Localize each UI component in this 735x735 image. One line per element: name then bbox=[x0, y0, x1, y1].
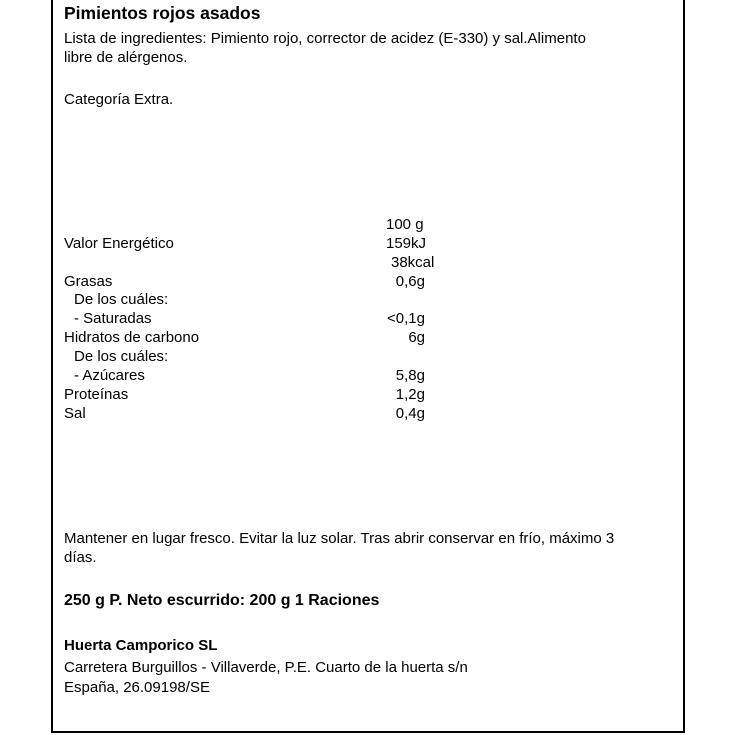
nutrition-value: 38kcal bbox=[391, 254, 435, 271]
ingredients-line-1: Lista de ingredientes: Pimiento rojo, corrector de acidez (E-330) y sal.Alimento bbox=[64, 30, 586, 47]
nutrition-label: Sal bbox=[64, 405, 86, 422]
storage-line-2: días. bbox=[64, 549, 97, 566]
nutrition-value: 0,6g bbox=[395, 273, 425, 290]
nutrition-label: - Saturadas bbox=[74, 310, 152, 327]
nutrition-label: Proteínas bbox=[64, 386, 129, 403]
nutrition-label: De los cuáles: bbox=[74, 348, 169, 365]
nutrition-header: 100 g bbox=[386, 216, 424, 233]
nutrition-value: 0,4g bbox=[395, 405, 425, 422]
company-address: Carretera Burguillos - Villaverde, P.E. Cuarto de la huerta s/n bbox=[64, 659, 468, 676]
nutrition-label: Valor Energético bbox=[64, 235, 174, 252]
nutrition-value: 5,8g bbox=[395, 367, 425, 384]
company-country-reg: España, 26.09198/SE bbox=[64, 679, 210, 696]
nutrition-label: De los cuáles: bbox=[74, 291, 169, 308]
nutrition-value: 6g bbox=[408, 329, 425, 346]
ingredients-line-2: libre de alérgenos. bbox=[64, 49, 188, 66]
category-text: Categoría Extra. bbox=[64, 91, 174, 108]
nutrition-value: 1,2g bbox=[395, 386, 425, 403]
product-title: Pimientos rojos asados bbox=[64, 3, 261, 23]
storage-line-1: Mantener en lugar fresco. Evitar la luz solar. Tras abrir conservar en frío, máximo 3 bbox=[64, 530, 615, 547]
company-name: Huerta Camporico SL bbox=[64, 637, 218, 654]
nutrition-label: - Azúcares bbox=[74, 367, 145, 384]
net-weight: 250 g P. Neto escurrido: 200 g 1 Raciones bbox=[64, 592, 380, 609]
nutrition-label: Hidratos de carbono bbox=[64, 329, 200, 346]
nutrition-value: <0,1g bbox=[387, 310, 425, 327]
nutrition-label: Grasas bbox=[64, 273, 113, 290]
nutrition-value: 159kJ bbox=[386, 235, 427, 252]
